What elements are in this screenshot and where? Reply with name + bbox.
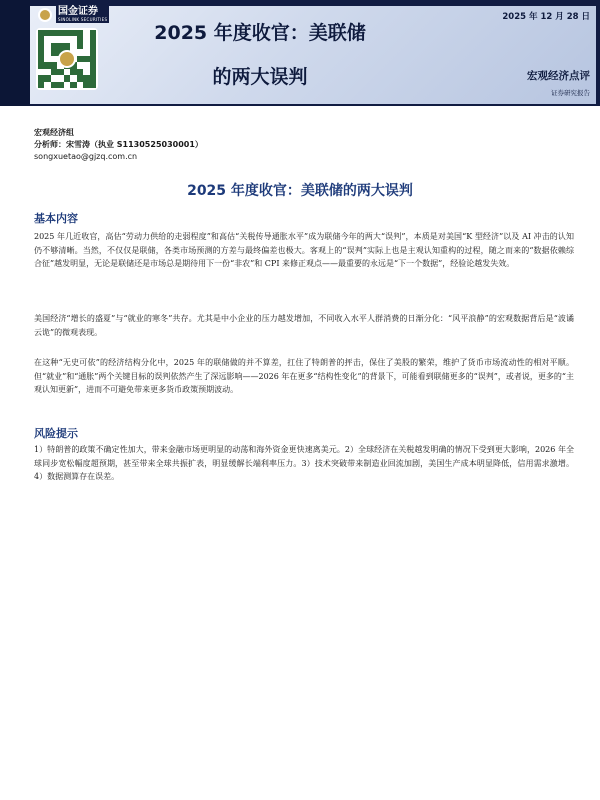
report-banner xyxy=(0,0,600,106)
banner-stripe xyxy=(0,0,30,106)
risk-paragraph: 1）特朗普的政策不确定性加大，带来金融市场更明显的动荡和海外资金更快速离美元。2）全球经济在关税越发明确的情况下受到更大影响，2026 年全球同步宽松幅度超预期，甚至带来全球共振扩表，明显缓解长端利率压力。3）技术突破带来制造业回流加剧，美国生产成本明显降低，信用需求激增。4）数据测算存在误差。 xyxy=(34,445,574,481)
section-heading-risk: 风险提示 xyxy=(34,427,78,440)
basic-paragraph-1: 2025 年几近收官，高估“劳动力供给的走弱程度”和高估“关税传导通胀水平”成为联储今年的两大“误判”，本质是对美国“K 型经济”以及 AI 冲击的认知仍不够清晰。当然，不仅仅是联储，各类市场预测的方差与最终偏差也极大。客观上的“误判”实际上也是主观认知重构的过程，随之而来的“数据依赖综合征”越发明显，无论是联储还是市场总是期待用下一份“非农”和 CPI 来修正观点——最重要的永远是“下一个数据”，经验论越发失效。 xyxy=(34,232,574,268)
logo-cn: 国金证券 xyxy=(56,6,109,18)
author-block xyxy=(34,127,203,163)
analyst-email[interactable]: songxuetao@gjzq.com.cn xyxy=(34,152,138,161)
banner-title-line2: 的两大误判 xyxy=(212,66,308,88)
logo-text xyxy=(56,6,109,23)
banner-title-line1: 2025 年度收官：美联储 xyxy=(154,22,366,44)
document-title: 2025 年度收官：美联储的两大误判 xyxy=(187,183,413,199)
qr-center-logo-icon xyxy=(58,50,76,68)
logo-en: SINOLINK SECURITIES xyxy=(58,17,108,22)
logo-mark-icon xyxy=(38,8,52,22)
company-logo xyxy=(38,6,109,23)
basic-paragraph-2: 美国经济“增长的盛夏”与“就业的寒冬”共存。尤其是中小企业的压力越发增加，不同收入水平人群消费的日渐分化：“风平浪静”的宏观数据背后是“波谲云诡”的微观表现。 xyxy=(34,314,574,337)
section-heading-basic: 基本内容 xyxy=(34,212,78,225)
basic-paragraph-3: 在这种“无史可依”的经济结构分化中，2025 年的联储做的并不算差，扛住了特朗普的抨击，保住了美股的繁荣，维护了货币市场流动性的相对平顺。但“就业”和“通胀”两个关键目标的误判依然产生了深远影响——2026 年在更多“结构性变化”的背景下，可能看到联储更多的“误判”，或者说，更多的“主观认知更新”，进而不可避免带来更多货币政策预期波动。 xyxy=(34,358,574,394)
report-category: 证券研究报告 xyxy=(551,89,590,97)
report-date: 2025 年 12 月 28 日 xyxy=(502,12,590,22)
report-type: 宏观经济点评 xyxy=(527,70,590,82)
qr-code-icon xyxy=(36,28,98,90)
analyst-line: 分析师：宋雪涛（执业 S1130525030001） xyxy=(34,140,203,149)
research-group: 宏观经济组 xyxy=(34,128,74,137)
